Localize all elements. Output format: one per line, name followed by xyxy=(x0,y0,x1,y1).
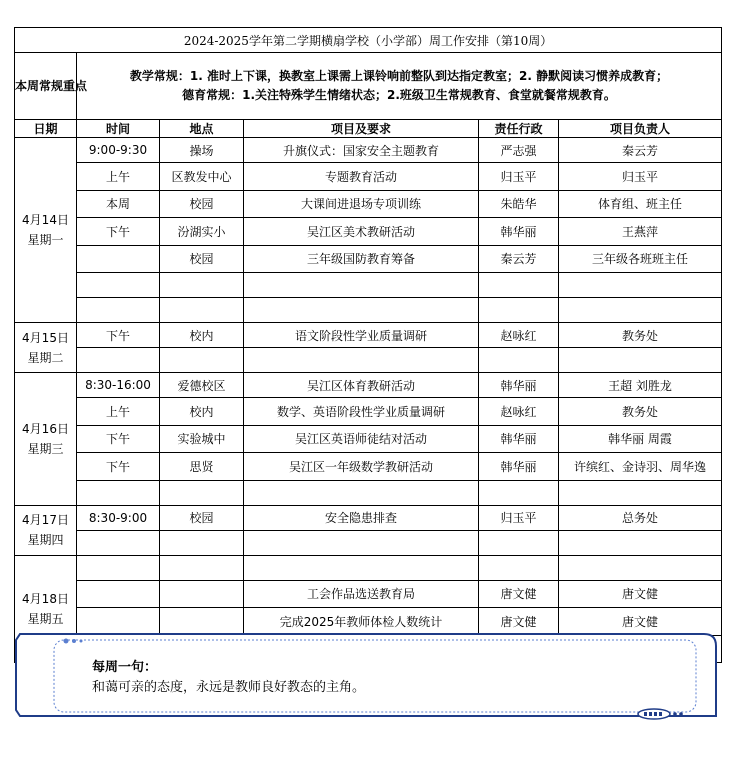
admin-cell: 朱皓华 xyxy=(479,190,559,218)
place-cell xyxy=(160,580,244,608)
table-row xyxy=(15,505,722,530)
header-time: 时间 xyxy=(77,120,160,138)
date-cell-mon xyxy=(15,138,77,323)
table-row xyxy=(15,218,722,246)
admin-cell: 唐文健 xyxy=(479,580,559,608)
header-row xyxy=(15,120,722,138)
table-row-empty xyxy=(15,298,722,323)
place-cell: 校园 xyxy=(160,245,244,273)
header-place: 地点 xyxy=(160,120,244,138)
owner-cell: 教务处 xyxy=(559,398,722,426)
time-cell: 下午 xyxy=(77,218,160,246)
item-cell: 升旗仪式：国家安全主题教育 xyxy=(244,138,479,163)
item-cell: 吴江区美术教研活动 xyxy=(244,218,479,246)
table-row xyxy=(15,373,722,398)
header-admin: 责任行政 xyxy=(479,120,559,138)
admin-cell: 唐文健 xyxy=(479,608,559,636)
table-row xyxy=(15,190,722,218)
time-cell: 下午 xyxy=(77,323,160,348)
item-cell: 吴江区一年级数学教研活动 xyxy=(244,453,479,481)
table-row xyxy=(15,138,722,163)
item-cell: 安全隐患排查 xyxy=(244,505,479,530)
schedule-table xyxy=(14,27,722,663)
header-item: 项目及要求 xyxy=(244,120,479,138)
item-cell: 工会作品选送教育局 xyxy=(244,580,479,608)
weekday-label: 星期二 xyxy=(27,350,64,365)
key-points-text xyxy=(77,53,722,120)
teaching-routine: 教学常规：1. 准时上下课，换教室上课需上课铃响前整队到达指定教室；2. 静默阅读习惯养成教育； xyxy=(129,69,669,83)
place-cell: 校园 xyxy=(160,190,244,218)
key-points-label: 本周常规重点 xyxy=(15,53,77,120)
date-cell-wed xyxy=(15,373,77,506)
table-row-empty xyxy=(15,555,722,580)
table-row xyxy=(15,323,722,348)
admin-cell: 归玉平 xyxy=(479,163,559,191)
moral-routine: 德育常规：1.关注特殊学生情绪状态；2.班级卫生常规教育、食堂就餐常规教育。 xyxy=(182,88,616,102)
table-row-empty xyxy=(15,348,722,373)
place-cell: 校内 xyxy=(160,323,244,348)
date-label: 4月14日 xyxy=(22,213,69,227)
owner-cell: 唐文健 xyxy=(559,580,722,608)
item-cell: 语文阶段性学业质量调研 xyxy=(244,323,479,348)
time-cell: 下午 xyxy=(77,425,160,453)
time-cell xyxy=(77,580,160,608)
admin-cell: 赵咏红 xyxy=(479,323,559,348)
admin-cell: 韩华丽 xyxy=(479,453,559,481)
table-row xyxy=(15,425,722,453)
time-cell: 8:30-9:00 xyxy=(77,505,160,530)
owner-cell: 唐文健 xyxy=(559,608,722,636)
owner-cell: 秦云芳 xyxy=(559,138,722,163)
admin-cell: 归玉平 xyxy=(479,505,559,530)
place-cell: 操场 xyxy=(160,138,244,163)
place-cell: 区教发中心 xyxy=(160,163,244,191)
item-cell: 数学、英语阶段性学业质量调研 xyxy=(244,398,479,426)
admin-cell: 韩华丽 xyxy=(479,425,559,453)
weekday-label: 星期五 xyxy=(27,611,64,626)
time-cell: 本周 xyxy=(77,190,160,218)
admin-cell: 秦云芳 xyxy=(479,245,559,273)
weekly-quote-text: 和蔼可亲的态度，永远是教师良好教态的主角。 xyxy=(92,680,366,695)
weekly-quote-title: 每周一句： xyxy=(92,660,158,675)
header-owner: 项目负责人 xyxy=(559,120,722,138)
owner-cell: 王超 刘胜龙 xyxy=(559,373,722,398)
table-row xyxy=(15,580,722,608)
item-cell: 完成2025年教师体检人数统计 xyxy=(244,608,479,636)
table-row xyxy=(15,398,722,426)
time-cell: 8:30-16:00 xyxy=(77,373,160,398)
table-row-empty xyxy=(15,530,722,555)
owner-cell: 韩华丽 周霞 xyxy=(559,425,722,453)
place-cell: 爱德校区 xyxy=(160,373,244,398)
admin-cell: 严志强 xyxy=(479,138,559,163)
place-cell: 思贤 xyxy=(160,453,244,481)
place-cell: 汾湖实小 xyxy=(160,218,244,246)
table-row-empty xyxy=(15,273,722,298)
date-label: 4月15日 xyxy=(22,330,69,345)
owner-cell: 体育组、班主任 xyxy=(559,190,722,218)
date-cell-thu xyxy=(15,505,77,555)
item-cell: 吴江区英语师徒结对活动 xyxy=(244,425,479,453)
weekday-label: 星期四 xyxy=(27,533,64,547)
weekday-label: 星期一 xyxy=(27,233,64,247)
item-cell: 大课间进退场专项训练 xyxy=(244,190,479,218)
owner-cell: 教务处 xyxy=(559,323,722,348)
date-label: 4月16日 xyxy=(22,421,69,436)
item-cell: 专题教育活动 xyxy=(244,163,479,191)
owner-cell: 许缤红、金诗羽、周华逸 xyxy=(559,453,722,481)
owner-cell: 归玉平 xyxy=(559,163,722,191)
header-date: 日期 xyxy=(15,120,77,138)
time-cell: 上午 xyxy=(77,163,160,191)
owner-cell: 王燕萍 xyxy=(559,218,722,246)
table-row-empty xyxy=(15,480,722,505)
time-cell: 9:00-9:30 xyxy=(77,138,160,163)
place-cell: 实验城中 xyxy=(160,425,244,453)
place-cell: 校园 xyxy=(160,505,244,530)
item-cell: 三年级国防教育筹备 xyxy=(244,245,479,273)
page-title: 2024-2025学年第二学期横扇学校（小学部）周工作安排（第10周） xyxy=(15,28,722,53)
date-label: 4月17日 xyxy=(22,513,69,527)
owner-cell: 总务处 xyxy=(559,505,722,530)
admin-cell: 韩华丽 xyxy=(479,373,559,398)
time-cell: 上午 xyxy=(77,398,160,426)
table-row xyxy=(15,245,722,273)
weekday-label: 星期三 xyxy=(27,441,64,456)
admin-cell: 韩华丽 xyxy=(479,218,559,246)
weekly-quote-box xyxy=(14,630,721,722)
table-row xyxy=(15,163,722,191)
admin-cell: 赵咏红 xyxy=(479,398,559,426)
time-cell: 下午 xyxy=(77,453,160,481)
time-cell xyxy=(77,245,160,273)
table-row xyxy=(15,453,722,481)
date-cell-tue xyxy=(15,323,77,373)
owner-cell: 三年级各班班主任 xyxy=(559,245,722,273)
place-cell: 校内 xyxy=(160,398,244,426)
item-cell: 吴江区体育教研活动 xyxy=(244,373,479,398)
date-label: 4月18日 xyxy=(22,591,69,606)
